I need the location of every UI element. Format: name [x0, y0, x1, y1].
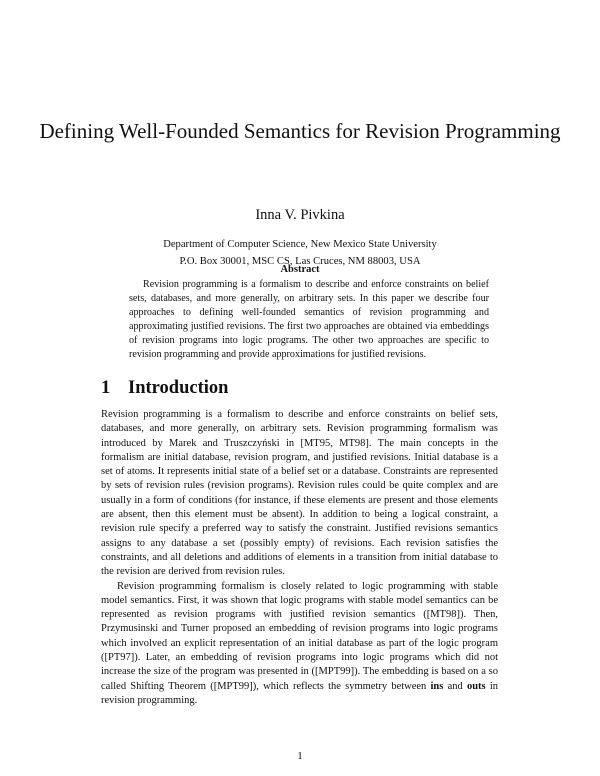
paper-title: Defining Well-Founded Semantics for Revision Programming [39, 119, 561, 143]
paragraph-1: Revision programming is a formalism to describe and enforce constraints on belief sets, databases, and more generally, on arbitrary sets. Revision programming formalism was introduced by Marek and Truszczyński in [MT95, MT98]. The main concepts in the formalism are initial database, revision program, and justified revisions. Initial database is a set of atoms. It represents initial state of a belief set or a database. Constraints are represented by sets of revision rules (revision programs). Revision rules could be quite complex and are usually in a form of conditions (for instance, if these elements are present and those elements are absent, then this element must be absent). In addition to being a logical constraint, a revision rule specify a preferred way to satisfy the constraint. Justified revisions semantics assigns to any database a set (possibly empty) of revisions. Each revision satisfies the constraints, and all deletions and additions of elements in a transition from initial database to the revision are derived from revision rules. [101, 409, 498, 578]
abstract-text: Revision programming is a formalism to describe and enforce constraints on belief sets, databases, and more generally, on arbitrary sets. In this paper we describe four approaches to defining well-founded semantics of revision programming and approximating justified revisions. The first two approaches are obtained via embeddings of revision programs into logic programs. The other two approaches are specific to revision programming and provide approximations for justified revisions. [129, 279, 489, 360]
affiliation-line-2: P.O. Box 30001, MSC CS, Las Cruces, NM 88003, USA [179, 256, 421, 267]
abstract-heading: Abstract [280, 264, 320, 275]
section-body [101, 408, 498, 708]
paragraph-2-end: in revision programming. [101, 680, 498, 706]
outs-keyword: outs [466, 680, 486, 692]
paragraph-2-text: Revision programming formalism is closely related to logic programming with stable model semantics. First, it was shown that logic programs with stable model semantics can be represented as revision programs with justified revision semantics ([MT98]). Then, Przymusinski and Turner proposed an embedding of revision programs into logic programs which involved an explicit representation of an initial database as part of the logic program ([PT97]). Later, an embedding of revision programs into logic programs which did not increase the size of the program was presented in ([MPT99]). The embedding is based on a so called Shifting Theorem ([MPT99]), which reflects the symmetry between [101, 580, 498, 692]
author-name: Inna V. Pivkina [255, 207, 345, 223]
page-number: 1 [297, 750, 303, 762]
section-number: 1 [101, 378, 111, 398]
section-title: Introduction [128, 378, 229, 398]
and-word: and [447, 680, 463, 692]
ins-keyword: ins [430, 680, 444, 692]
affiliation-line-1: Department of Computer Science, New Mexico State University [163, 239, 437, 250]
paragraph-2 [101, 580, 498, 709]
section-heading [101, 378, 228, 399]
